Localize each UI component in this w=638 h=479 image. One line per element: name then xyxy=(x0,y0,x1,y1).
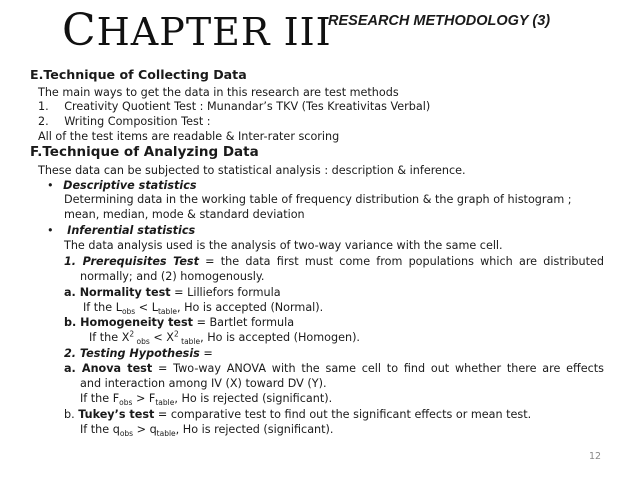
anova-label: a. Anova test xyxy=(64,362,153,375)
tukey-test xyxy=(64,408,531,422)
descriptive-line-1: Determining data in the working table of frequency distribution & the graph of histogram ; xyxy=(64,193,572,206)
cond-text: < X xyxy=(149,331,174,344)
testing-label: 2. Testing Hypothesis xyxy=(64,347,200,360)
cond-text: < L xyxy=(135,301,158,314)
cond-sub: table xyxy=(157,307,177,317)
cond-text: If the X xyxy=(89,331,130,344)
descriptive-line-2: mean, median, mode & standard deviation xyxy=(64,208,305,221)
cond-sub: obs xyxy=(119,398,133,408)
cond-sub: obs xyxy=(134,337,150,347)
chapter-title-initial: C xyxy=(62,5,97,56)
section-e-heading: E.Technique of Collecting Data xyxy=(30,67,247,82)
bullet-icon: • xyxy=(47,179,54,192)
prerequisites-test xyxy=(64,255,604,269)
tukey-text: = comparative test to find out the significant effects or mean test. xyxy=(154,408,532,421)
cond-text: , Ho is rejected (significant). xyxy=(174,392,333,405)
item-text: Creativity Quotient Test : Munandar’s TKV (Tes Kreativitas Verbal) xyxy=(64,100,431,113)
section-f-heading: F.Technique of Analyzing Data xyxy=(30,144,259,160)
cond-text: , Ho is accepted (Homogen). xyxy=(200,331,360,344)
cond-sub: obs xyxy=(119,429,134,439)
chapter-title-rest: HAPTER III xyxy=(96,10,332,54)
anova-text-2: and interaction among IV (X) toward DV (Y). xyxy=(80,377,327,390)
cond-sup: 2 xyxy=(129,329,135,339)
cond-text: If the F xyxy=(80,392,120,405)
prerequisites-label: 1. Prerequisites Test xyxy=(64,255,199,268)
bullet-descriptive xyxy=(47,179,197,193)
section-e-note: All of the test items are readable & Inter-rater scoring xyxy=(38,130,340,143)
tukey-label: Tukey’s test xyxy=(78,408,155,421)
cond-text: > q xyxy=(133,423,157,436)
section-e-item-2 xyxy=(38,115,211,129)
bullet-title: Descriptive statistics xyxy=(63,179,197,192)
cond-text: , Ho is accepted (Normal). xyxy=(176,301,324,314)
cond-text: , Ho is rejected (significant). xyxy=(175,423,334,436)
testing-eq: = xyxy=(199,347,213,360)
item-text: Writing Composition Test : xyxy=(64,115,211,128)
anova-condition xyxy=(80,392,332,406)
cond-sub: table xyxy=(178,337,201,347)
normality-text: = Lilliefors formula xyxy=(170,286,281,299)
anova-test xyxy=(64,362,604,376)
testing-hypothesis xyxy=(64,347,213,361)
cond-sub: table xyxy=(155,398,175,408)
normality-condition xyxy=(83,301,323,315)
tukey-condition xyxy=(80,423,333,437)
homogeneity-condition xyxy=(89,331,360,345)
section-f-intro: These data can be subjected to statistical analysis : description & inference. xyxy=(38,164,466,177)
item-number: 2. xyxy=(38,115,49,128)
prerequisites-text: = the data first must come from populations which are distributed xyxy=(198,255,604,268)
inferential-line-1: The data analysis used is the analysis of two-way variance with the same cell. xyxy=(64,239,503,252)
normality-test xyxy=(64,286,281,300)
chapter-title xyxy=(62,5,332,56)
topic-title: RESEARCH METHODOLOGY (3) xyxy=(328,13,551,29)
anova-text: = Two-way ANOVA with the same cell to find out whether there are effects xyxy=(152,362,604,375)
section-e-intro: The main ways to get the data in this research are test methods xyxy=(38,86,399,99)
cond-text: If the q xyxy=(80,423,120,436)
cond-text: > F xyxy=(132,392,156,405)
cond-text: If the L xyxy=(83,301,122,314)
bullet-inferential xyxy=(47,224,195,238)
item-number: 1. xyxy=(38,100,49,113)
section-e-item-1 xyxy=(38,100,430,114)
homogeneity-text: = Bartlet formula xyxy=(193,316,295,329)
cond-sub: obs xyxy=(121,307,136,317)
bullet-title: Inferential statistics xyxy=(67,224,196,237)
prerequisites-text-2: normally; and (2) homogenously. xyxy=(80,270,265,283)
cond-sub: table xyxy=(156,429,176,439)
cond-sup: 2 xyxy=(173,329,179,339)
homogeneity-label: b. Homogeneity test xyxy=(64,316,194,329)
homogeneity-test xyxy=(64,316,294,330)
tukey-prefix: b. xyxy=(64,408,79,421)
page-number: 12 xyxy=(589,451,602,462)
bullet-icon: • xyxy=(47,224,54,237)
normality-label: a. Normality test xyxy=(64,286,171,299)
